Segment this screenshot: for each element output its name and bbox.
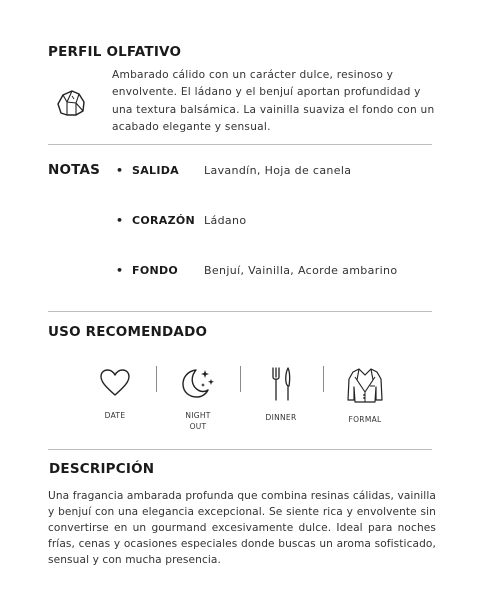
- usage-label: FORMAL: [348, 415, 382, 424]
- bullet: •: [116, 164, 124, 177]
- usage-item-formal: [325, 366, 405, 425]
- blazer-icon: [346, 366, 384, 404]
- bullet: •: [116, 264, 124, 277]
- note-value: Benjuí, Vainilla, Acorde ambarino: [204, 264, 398, 277]
- separator: [156, 366, 157, 392]
- usage-item-date: [75, 366, 155, 421]
- description-text: Una fragancia ambarada profunda que combina resinas cálidas, vainilla y benjuí con una elegancia excepcional. Se siente rica y envolvente sin convertirse en un gourmand excesivamente dulce. Ideal para noches frías, cenas y ocasiones especiales donde buscas un aroma sofisticado, sensual y con mucha presencia.: [48, 490, 436, 566]
- description-title: DESCRIPCIÓN: [49, 461, 155, 477]
- resin-stone-icon: [48, 84, 96, 120]
- note-label: SALIDA: [132, 164, 179, 177]
- note-label: FONDO: [132, 264, 179, 277]
- divider: [48, 449, 432, 450]
- fork-knife-icon: [264, 366, 298, 402]
- bullet: •: [116, 214, 124, 227]
- heart-icon: [98, 366, 132, 400]
- usage-label: DINNER: [265, 413, 297, 422]
- note-value: Lavandín, Hoja de canela: [204, 164, 352, 177]
- profile-title: PERFIL OLFATIVO: [48, 44, 182, 60]
- usage-item-dinner: [241, 366, 321, 423]
- divider: [48, 144, 432, 145]
- usage-item-night-out: [158, 366, 238, 432]
- note-value: Ládano: [204, 214, 247, 227]
- notes-title: NOTAS: [48, 162, 101, 178]
- separator: [323, 366, 324, 392]
- profile-description: Ambarado cálido con un carácter dulce, resinoso y envolvente. El ládano y el benjuí aportan profundidad y una textura balsámica. La vainilla suaviza el fondo con un acabado elegante y sensual.: [112, 69, 435, 134]
- usage-label: DATE: [104, 411, 126, 420]
- moon-stars-icon: [178, 366, 218, 400]
- usage-label: NIGHT OUT: [185, 411, 211, 431]
- divider: [48, 311, 432, 312]
- usage-title: USO RECOMENDADO: [48, 324, 208, 340]
- note-label: CORAZÓN: [132, 214, 196, 227]
